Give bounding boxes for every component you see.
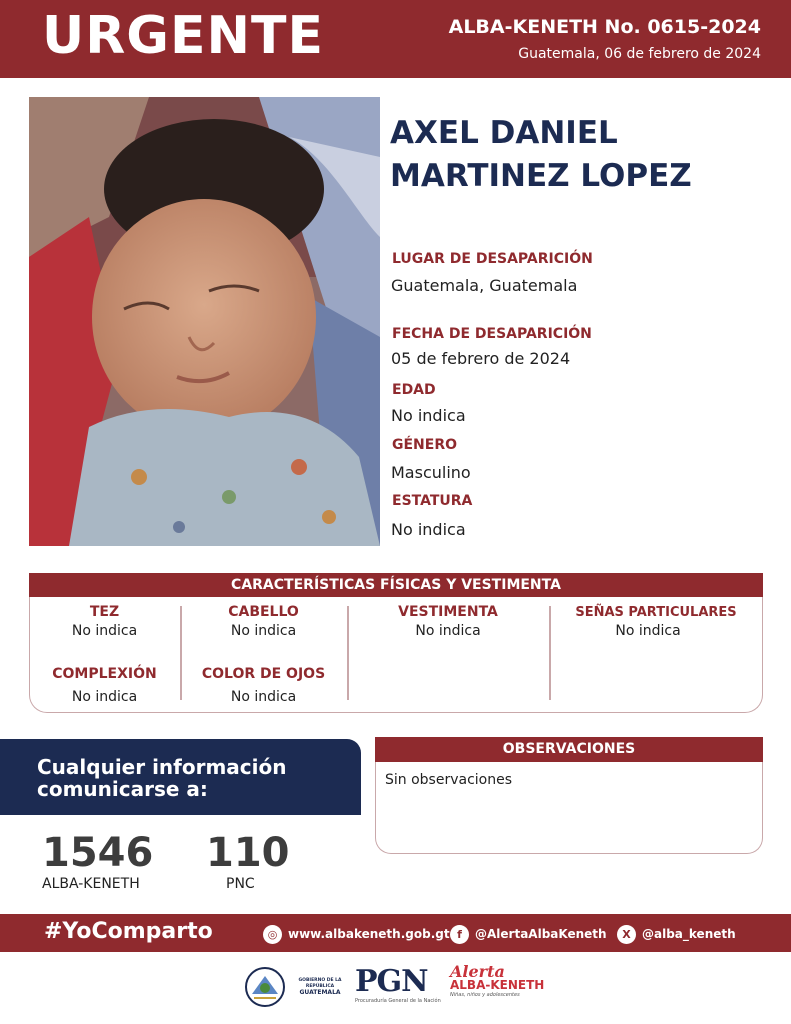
alert-location-date: Guatemala, 06 de febrero de 2024 <box>518 46 761 62</box>
guatemala-coat-of-arms-icon <box>244 966 286 1008</box>
observations-title: OBSERVACIONES <box>375 737 763 762</box>
field-value-lugar: Guatemala, Guatemala <box>391 276 578 295</box>
char-value-ojos: No indica <box>230 689 297 705</box>
phone-number-albakeneth: 1546 <box>42 830 154 876</box>
field-value-genero: Masculino <box>391 463 471 482</box>
contact-panel <box>0 739 361 815</box>
globe-icon: ◎ <box>263 925 282 944</box>
ak-logo-line1: Alerta <box>450 962 505 981</box>
field-value-fecha: 05 de febrero de 2024 <box>391 349 571 368</box>
divider <box>347 606 349 700</box>
char-label-tez: TEZ <box>89 604 120 620</box>
ak-logo-line3: Niñas, niños y adolescentes <box>450 992 520 998</box>
field-value-edad: No indica <box>391 406 466 425</box>
char-value-complexion: No indica <box>71 689 138 705</box>
gov-logo-text <box>290 978 350 996</box>
facebook-link[interactable] <box>450 924 607 944</box>
char-value-cabello: No indica <box>230 623 297 639</box>
char-label-ojos: COLOR DE OJOS <box>201 666 326 682</box>
website-text: www.albakeneth.gob.gt <box>288 927 450 941</box>
logos-row <box>240 962 560 1012</box>
pgn-logo-subtitle: Procuraduría General de la Nación <box>355 998 441 1004</box>
website-link[interactable] <box>263 924 450 944</box>
urgent-title: URGENTE <box>42 6 324 66</box>
header-bar <box>0 0 791 78</box>
phone-label-albakeneth: ALBA-KENETH <box>42 876 140 892</box>
field-label-genero: GÉNERO <box>392 437 458 453</box>
char-value-tez: No indica <box>71 623 138 639</box>
footer-bar <box>0 914 791 952</box>
field-label-estatura: ESTATURA <box>392 493 473 509</box>
char-label-vestimenta: VESTIMENTA <box>398 604 498 620</box>
observations-text: Sin observaciones <box>385 772 513 788</box>
facebook-text: @AlertaAlbaKeneth <box>475 927 607 941</box>
person-name-line1: AXEL DANIEL <box>390 115 618 151</box>
gov-text-1: GOBIERNO DE LA REPÚBLICA <box>298 978 342 989</box>
field-label-lugar: LUGAR DE DESAPARICIÓN <box>392 251 593 267</box>
alert-number: ALBA-KENETH No. 0615-2024 <box>448 16 761 38</box>
pgn-logo: PGN <box>355 964 428 999</box>
field-value-estatura: No indica <box>391 520 466 539</box>
char-label-cabello: CABELLO <box>228 604 299 620</box>
ak-logo-line2: ALBA-KENETH <box>450 978 545 992</box>
contact-line1: Cualquier información <box>37 755 287 779</box>
char-label-complexion: COMPLEXIÓN <box>52 666 157 682</box>
field-label-fecha: FECHA DE DESAPARICIÓN <box>392 326 592 342</box>
char-value-senas: No indica <box>615 623 681 639</box>
x-link[interactable] <box>617 924 736 944</box>
person-name <box>390 112 770 198</box>
char-value-vestimenta: No indica <box>415 623 481 639</box>
divider <box>549 606 551 700</box>
hashtag: #YoComparto <box>44 919 213 944</box>
x-icon: X <box>617 925 636 944</box>
phone-number-pnc: 110 <box>206 830 290 876</box>
divider <box>180 606 182 700</box>
facebook-icon: f <box>450 925 469 944</box>
characteristics-title: CARACTERÍSTICAS FÍSICAS Y VESTIMENTA <box>29 573 763 597</box>
contact-line2: comunicarse a: <box>37 777 208 801</box>
missing-person-photo <box>29 97 380 546</box>
alba-keneth-logo <box>450 962 544 998</box>
char-label-senas: SEÑAS PARTICULARES <box>575 605 737 620</box>
field-label-edad: EDAD <box>392 382 436 398</box>
gov-text-2: GUATEMALA <box>299 989 341 996</box>
person-name-line2: MARTINEZ LOPEZ <box>390 158 692 194</box>
phone-label-pnc: PNC <box>226 876 255 892</box>
contact-text <box>37 756 287 800</box>
x-text: @alba_keneth <box>642 927 736 941</box>
